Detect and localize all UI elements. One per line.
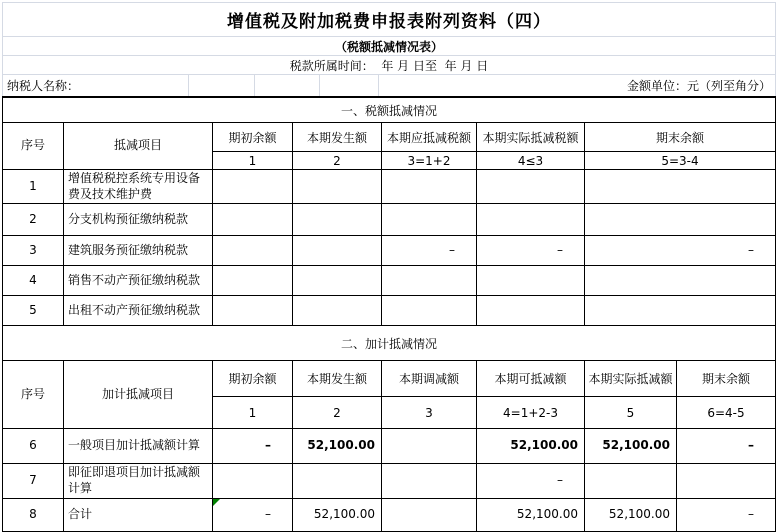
value-cell[interactable]: 52,100.00: [585, 499, 677, 531]
table-row: [3, 429, 775, 464]
value-cell[interactable]: [293, 464, 382, 498]
row-number-cell: 1: [3, 170, 64, 203]
table-row: [3, 170, 775, 204]
tax-credit-table: [2, 96, 776, 532]
row-number-cell: 7: [3, 464, 64, 498]
section2-title-row: [3, 326, 775, 361]
column-header-actual-deducted: [477, 123, 585, 169]
column-header-label: 本期发生额: [293, 123, 381, 152]
value-cell[interactable]: [585, 464, 677, 498]
row-number-cell: 6: [3, 429, 64, 463]
column-header-current-amount: [293, 361, 382, 428]
column-number: 5=3-4: [661, 153, 699, 168]
value-cell[interactable]: [213, 296, 293, 325]
amount-unit-label: 金额单位：元（列至角分）: [626, 79, 771, 93]
column-header-opening-balance: [213, 123, 293, 169]
column-header-label: 本期实际抵减税额: [477, 123, 584, 152]
value-cell[interactable]: [382, 296, 477, 325]
value-cell[interactable]: –: [748, 438, 754, 453]
tax-period-line: 税款所属时间： 年 月 日至 年 月 日: [3, 56, 775, 75]
value-cell[interactable]: –: [748, 507, 754, 522]
value-cell[interactable]: [585, 296, 775, 325]
taxpayer-name-input-cell[interactable]: [189, 75, 255, 96]
spreadsheet: [2, 2, 776, 532]
value-cell[interactable]: [382, 266, 477, 295]
item-cell: 销售不动产预征缴纳税款: [64, 266, 213, 295]
form-title: 增值税及附加税费申报表附列资料（四）: [3, 3, 775, 37]
value-cell[interactable]: [382, 204, 477, 235]
value-cell[interactable]: 52,100.00: [293, 429, 382, 463]
value-cell[interactable]: [213, 499, 293, 531]
value-cell[interactable]: –: [748, 242, 754, 257]
value-cell[interactable]: [213, 170, 293, 203]
column-header-item: 加计抵减项目: [64, 361, 213, 428]
column-number: 3: [425, 405, 433, 420]
value-cell[interactable]: [477, 266, 585, 295]
item-cell: 即征即退项目加计抵减额计算: [64, 464, 213, 498]
column-number: 6=4-5: [707, 405, 745, 420]
column-header-label: 期初余额: [213, 123, 292, 152]
value-cell[interactable]: 52,100.00: [477, 429, 585, 463]
section1-header-row: [3, 123, 775, 170]
table-row: [3, 236, 775, 266]
section1-title-row: [3, 98, 775, 123]
table-row: [3, 464, 775, 499]
value-cell[interactable]: [585, 170, 775, 203]
row-number-cell: 3: [3, 236, 64, 265]
value-cell[interactable]: [477, 204, 585, 235]
value-cell[interactable]: [677, 464, 775, 498]
value-cell[interactable]: [382, 170, 477, 203]
value-cell[interactable]: [585, 266, 775, 295]
value-cell[interactable]: [213, 266, 293, 295]
column-header-label: 期初余额: [213, 361, 292, 397]
column-header-label: 本期可抵减额: [477, 361, 584, 397]
item-cell: 建筑服务预征缴纳税款: [64, 236, 213, 265]
column-header-opening-balance: [213, 361, 293, 428]
value-cell[interactable]: [213, 464, 293, 498]
column-header-label: 本期发生额: [293, 361, 381, 397]
item-cell: 合计: [64, 499, 213, 531]
value-cell[interactable]: [293, 170, 382, 203]
item-cell: 出租不动产预征缴纳税款: [64, 296, 213, 325]
value-cell[interactable]: –: [477, 464, 585, 498]
form-subtitle: （税额抵减情况表）: [3, 37, 775, 56]
column-header-label: 期末余额: [585, 123, 775, 152]
item-cell: 增值税税控系统专用设备费及技术维护费: [64, 170, 213, 203]
taxpayer-name-input-cell[interactable]: [255, 75, 320, 96]
value-cell[interactable]: [477, 296, 585, 325]
value-cell[interactable]: 52,100.00: [477, 499, 585, 531]
column-header-deductible: [477, 361, 585, 428]
value-cell[interactable]: –: [213, 429, 293, 463]
column-header-seq: 序号: [3, 361, 64, 428]
value-cell[interactable]: [293, 204, 382, 235]
column-header-item: 抵减项目: [64, 123, 213, 169]
value-cell[interactable]: [382, 499, 477, 531]
column-number: 4=1+2-3: [503, 405, 558, 420]
item-cell: 分支机构预征缴纳税款: [64, 204, 213, 235]
form-header: [2, 2, 776, 96]
row-number-cell: 5: [3, 296, 64, 325]
column-header-ending-balance: [677, 361, 775, 428]
column-header-current-amount: [293, 123, 382, 169]
table-row: [3, 266, 775, 296]
taxpayer-row: [3, 75, 775, 96]
value-cell[interactable]: [293, 266, 382, 295]
value-cell[interactable]: –: [382, 236, 477, 265]
table-row: [3, 296, 775, 326]
column-header-label: 期末余额: [677, 361, 775, 397]
column-number: 2: [333, 153, 341, 168]
column-header-deductible-tax: [382, 123, 477, 169]
taxpayer-name-label: 纳税人名称：: [3, 75, 189, 96]
value-cell[interactable]: 52,100.00: [585, 429, 677, 463]
value-cell[interactable]: [293, 296, 382, 325]
column-header-ending-balance: [585, 123, 775, 169]
taxpayer-name-input-cell[interactable]: [320, 75, 379, 96]
column-header-label: 本期应抵减税额: [382, 123, 476, 152]
section1-title: 一、税额抵减情况: [340, 103, 437, 118]
value-cell[interactable]: [293, 236, 382, 265]
cell-error-marker-icon: [213, 499, 220, 506]
table-row-total: [3, 499, 775, 531]
value-cell[interactable]: –: [477, 236, 585, 265]
value-cell[interactable]: [213, 204, 293, 235]
column-header-seq: 序号: [3, 123, 64, 169]
column-header-label: 本期实际抵减额: [585, 361, 676, 397]
column-number: 1: [248, 153, 257, 168]
column-header-actual-deducted: [585, 361, 677, 428]
column-number: 2: [333, 405, 341, 420]
column-header-label: 本期调减额: [382, 361, 476, 397]
section2-title: 二、加计抵减情况: [340, 336, 437, 351]
column-number: 3=1+2: [407, 153, 451, 168]
row-number-cell: 2: [3, 204, 64, 235]
value-cell[interactable]: [585, 204, 775, 235]
item-cell: 一般项目加计抵减额计算: [64, 429, 213, 463]
value-cell[interactable]: [382, 464, 477, 498]
column-number: 1: [248, 405, 257, 420]
row-number-cell: 4: [3, 266, 64, 295]
column-number: 4≤3: [517, 153, 544, 168]
section2-header-row: [3, 361, 775, 429]
value-cell[interactable]: 52,100.00: [293, 499, 382, 531]
column-number: 5: [626, 405, 635, 420]
table-row: [3, 204, 775, 236]
value-cell[interactable]: [382, 429, 477, 463]
value-cell[interactable]: [213, 236, 293, 265]
column-header-current-reduction: [382, 361, 477, 428]
value-cell[interactable]: [477, 170, 585, 203]
row-number-cell: 8: [3, 499, 64, 531]
value-text: –: [265, 507, 271, 522]
